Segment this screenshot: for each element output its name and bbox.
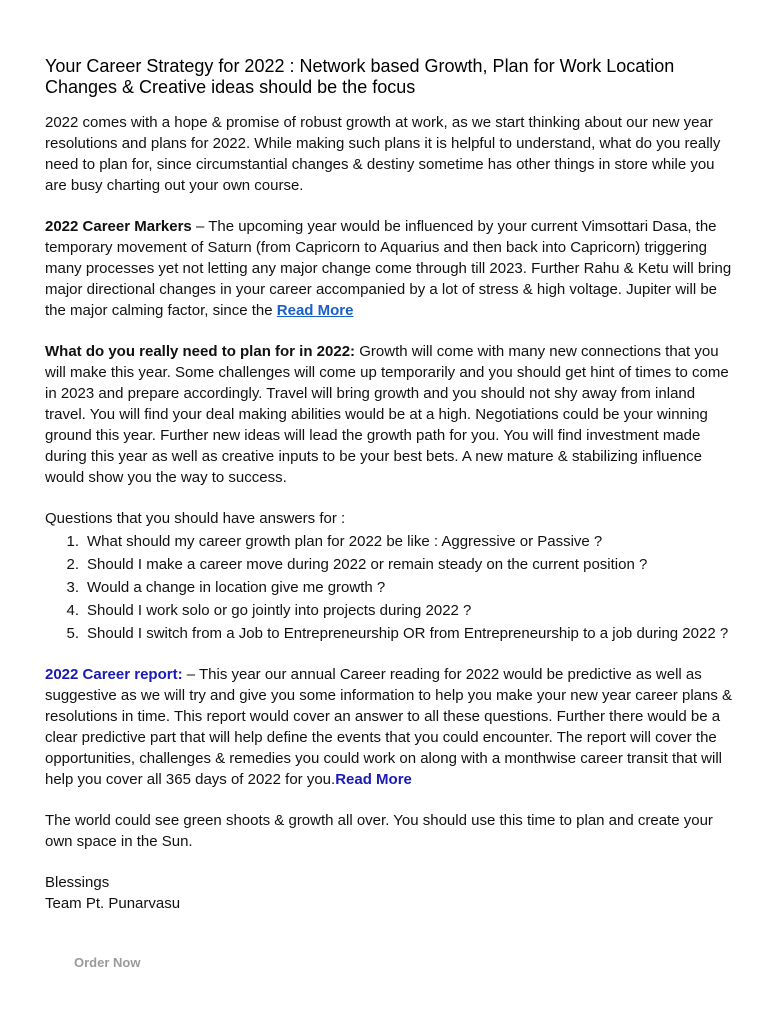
list-item <box>45 577 740 598</box>
list-number: 5. <box>66 625 79 642</box>
list-text: Should I work solo or go jointly into projects during 2022 ? <box>87 602 472 619</box>
plan-label: What do you really need to plan for in 2022: <box>45 343 356 360</box>
page-title: Your Career Strategy for 2022 : Network based Growth, Plan for Work Location Changes & Creative ideas should be the focus <box>45 56 675 97</box>
report-text: – This year our annual Career reading for 2022 would be predictive as well as suggestive as we will try and give you some information to help you make your new year career plans & resolutions in time. This report would cover an answer to all these questions. Further there would be a clear predictive part that will help define the events that you could encounter. The report will cover the opportunities, challenges & remedies you could work on along with a monthwise career transit that will help you cover all 365 days of 2022 for you. <box>45 666 733 788</box>
intro-paragraph: 2022 comes with a hope & promise of robust growth at work, as we start thinking about our new year resolutions and plans for 2022. While making such plans it is helpful to understand, what do you really need to plan for, since circumstantial changes & destiny sometime has other things in store while you are busy charting out your own course. <box>45 114 721 194</box>
list-number: 4. <box>66 602 79 619</box>
signoff-team: Team Pt. Punarvasu <box>45 895 181 912</box>
report-read-more-link[interactable]: Read More <box>335 771 412 788</box>
markers-read-more-link[interactable]: Read More <box>276 302 354 319</box>
list-number: 3. <box>66 579 79 596</box>
list-item <box>45 531 740 552</box>
list-item <box>45 554 740 575</box>
list-number: 1. <box>66 533 79 550</box>
article <box>45 56 740 914</box>
list-text: Should I switch from a Job to Entrepreneurship OR from Entrepreneurship to a job during 2022 ? <box>87 625 729 642</box>
order-now-button[interactable]: Order Now <box>74 955 141 970</box>
list-text: Would a change in location give me growth ? <box>87 579 386 596</box>
plan-paragraph <box>45 341 740 488</box>
list-item <box>45 623 740 644</box>
signoff-blessings: Blessings <box>45 874 110 891</box>
list-text: What should my career growth plan for 2022 be like : Aggressive or Passive ? <box>87 533 603 550</box>
markers-paragraph <box>45 216 740 321</box>
questions-list <box>45 531 740 644</box>
list-text: Should I make a career move during 2022 or remain steady on the current position ? <box>87 556 648 573</box>
questions-intro: Questions that you should have answers for : <box>45 510 346 527</box>
list-item <box>45 600 740 621</box>
markers-text: – The upcoming year would be influenced by your current Vimsottari Dasa, the temporary movement of Saturn (from Capricorn to Aquarius and then back into Capricorn) triggering many processes yet not letting any major change come through till 2023. Further Rahu & Ketu will bring major directional changes in your career accompanied by a lot of stress & high voltage. Jupiter will be the major calming factor, since the <box>45 218 732 319</box>
plan-text: Growth will come with many new connections that you will make this year. Some challenges will come up temporarily and you should get hint of times to come in 2023 and prepare accordingly. Travel will bring growth and you should not shy away from inland travel. You will find your deal making abilities would be at a high. Negotiations could be your winning ground this year. Further new ideas will lead the growth path for you. You will find investment made during this year as well as creative inputs to be your best bets. A new mature & stabilizing influence would show you the way to success. <box>45 343 729 486</box>
closing-paragraph: The world could see green shoots & growth all over. You should use this time to plan and create your own space in the Sun. <box>45 812 713 850</box>
markers-label: 2022 Career Markers <box>45 218 192 235</box>
list-number: 2. <box>66 556 79 573</box>
report-label: 2022 Career report: <box>45 666 183 683</box>
report-paragraph <box>45 664 740 790</box>
